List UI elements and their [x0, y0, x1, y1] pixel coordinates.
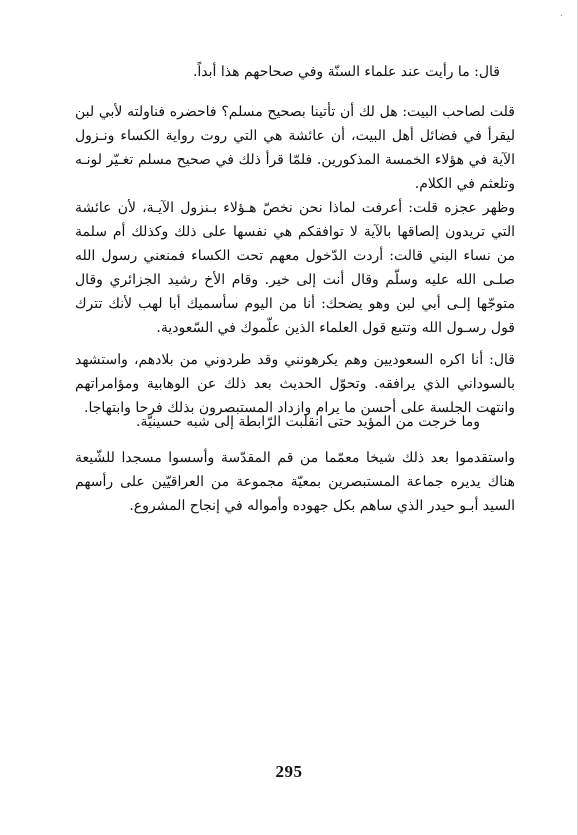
corner-mark: ·	[559, 11, 563, 22]
paragraph-1: قال: ما رأيت عند علماء السنّة وفي صحاحهم هذا أبداً.	[192, 64, 500, 80]
paragraph-4: قال: أنا اكره السعوديين وهم يكرهونني وقد طردوني من بلادهم، واستشهد بالسوداني الذي يرافقه. وتحوّل الحديث بعد ذلك عن الوهابية ومؤامراتهم وانتهت الجلسة على أحسن ما يرام وازداد المستبصرون بذلك فرحا وابتهاجا.	[75, 352, 515, 416]
paragraph-6: واستقدموا بعد ذلك شيخا معمّما من قم المقدّسة وأسسوا مسجدا للشّيعة هناك يديره جماعة المستبصرين بمعيّة مجموعة من العراقيّين على رأسهم السيد أبـو حيدر الذي ساهم بكل جهوده وأمواله في إنجاح المشروع.	[75, 450, 515, 514]
paragraph-5: وما خرجت من المؤيد حتى انقلبت الرّابطة إلى شبه حسينيّة.	[136, 414, 480, 430]
paragraph-3: وظهر عجزه قلت: أعرفت لماذا نحن نخصّ هـؤلاء بـنزول الآيـة، لأن عائشة التي تريدون إلصاقها بالآية لا توافقكم هي نفسها على ذلك وكذلك أم سلمة من نساء البني قالت: أردت الدّخول معهم تحت الكساء فمنعني رسول الله صلـى الله عليه وسلّم وقال أنت إلى خير. وقام الأخ رشيد الجزائري وقال متوجّها إلـى أبي لبن وهو يضحك: أنا من اليوم سأسميك أبا لهب لأنك تترك قول رسـول الله وتتبع قول العلماء الذين علّموك في السّعودية.	[75, 200, 515, 336]
paragraph-2: قلت لصاحب البيت: هل لك أن تأتينا بصحيح مسلم؟ فاحضره فناولته لأبي لبن ليقرأ في فضائل أهل البيت، أن عائشة هي التي روت رواية الكساء ونـزول الآية في هؤلاء الخمسة المذكورين. فلمّا قرأ ذلك في صحيح مسلم تغـيّر لونـه وتلعثم في الكلام.	[75, 104, 515, 192]
page-number: 295	[275, 762, 303, 781]
